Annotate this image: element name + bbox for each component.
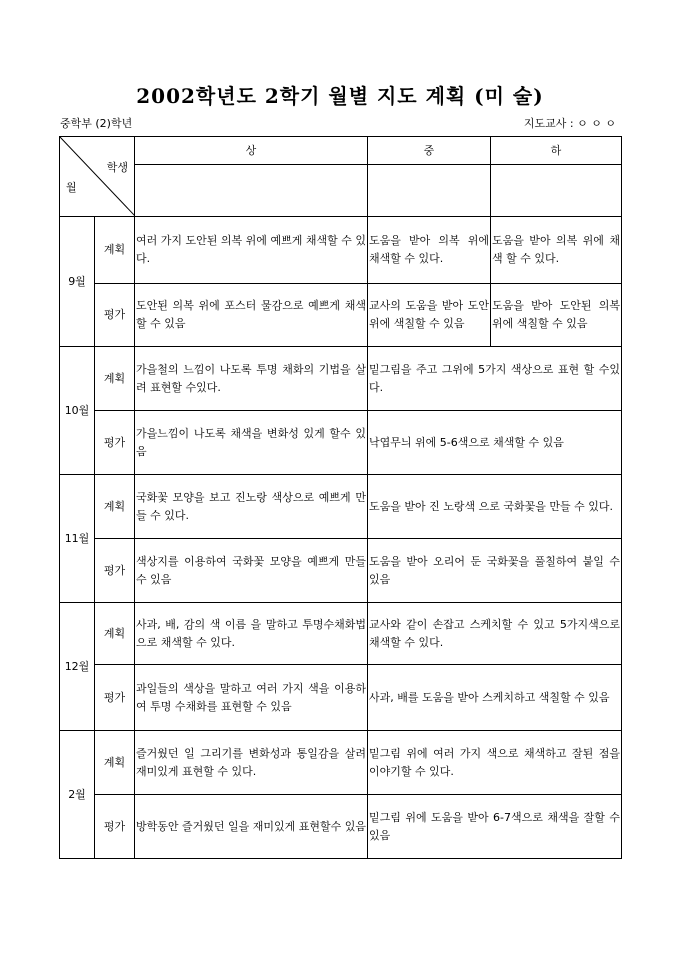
table-row xyxy=(60,411,622,475)
month-label: 11월 xyxy=(60,475,95,603)
teacher-label: 지도교사 : ㅇ ㅇ ㅇ xyxy=(523,117,616,130)
table-row xyxy=(60,347,622,411)
corner-label-student: 학생 xyxy=(106,161,128,174)
table-row xyxy=(60,731,622,795)
cell-plan-midlow: 밑그림 위에 여러 가지 색으로 채색하고 잘된 점을 이야기할 수 있다. xyxy=(368,731,622,795)
cell-eval-high: 가을느낌이 나도록 채색을 변화성 있게 할수 있음 xyxy=(135,411,368,475)
corner-label-month: 월 xyxy=(66,181,77,194)
row-type-eval: 평가 xyxy=(95,665,135,731)
row-type-plan: 계획 xyxy=(95,475,135,539)
blank-cell-low xyxy=(491,165,622,217)
class-label: 중학부 (2)학년 xyxy=(60,117,133,130)
col-header-low: 하 xyxy=(491,137,622,165)
row-type-plan: 계획 xyxy=(95,217,135,284)
cell-eval-high: 색상지를 이용하여 국화꽃 모양을 예쁘게 만들 수 있음 xyxy=(135,539,368,603)
row-type-plan: 계획 xyxy=(95,347,135,411)
row-type-eval: 평가 xyxy=(95,795,135,859)
month-label: 2월 xyxy=(60,731,95,859)
cell-eval-midlow: 도움을 받아 오리어 둔 국화꽃을 풀칠하여 붙일 수 있음 xyxy=(368,539,622,603)
col-header-mid: 중 xyxy=(368,137,491,165)
header-blank-row xyxy=(60,165,622,217)
blank-cell-high xyxy=(135,165,368,217)
cell-eval-high: 도안된 의복 위에 포스터 물감으로 예쁘게 채색할 수 있음 xyxy=(135,284,368,347)
monthly-plan-table xyxy=(59,136,622,859)
row-type-eval: 평가 xyxy=(95,284,135,347)
cell-plan-midlow: 도움을 받아 진 노랑색 으로 국화꽃을 만들 수 있다. xyxy=(368,475,622,539)
cell-eval-midlow: 밑그림 위에 도움을 받아 6-7색으로 채색을 잘할 수 있음 xyxy=(368,795,622,859)
month-label: 10월 xyxy=(60,347,95,475)
cell-eval-high: 방학동안 즐거웠던 일을 재미있게 표현할수 있음 xyxy=(135,795,368,859)
month-label: 9월 xyxy=(60,217,95,347)
table-row xyxy=(60,284,622,347)
cell-plan-midlow: 밑그림을 주고 그위에 5가지 색상으로 표현 할 수있다. xyxy=(368,347,622,411)
table-row xyxy=(60,795,622,859)
row-type-eval: 평가 xyxy=(95,539,135,603)
cell-plan-high: 사과, 배, 감의 색 이름 을 말하고 투명수채화법으로 채색할 수 있다. xyxy=(135,603,368,665)
cell-eval-midlow: 사과, 배를 도움을 받아 스케치하고 색칠할 수 있음 xyxy=(368,665,622,731)
cell-eval-low: 도움을 받아 도안된 의복 위에 색칠할 수 있음 xyxy=(491,284,622,347)
col-header-high: 상 xyxy=(135,137,368,165)
cell-eval-high: 과일들의 색상을 말하고 여러 가지 색을 이용하여 투명 수채화를 표현할 수 있음 xyxy=(135,665,368,731)
table-row xyxy=(60,475,622,539)
table-row xyxy=(60,603,622,665)
page-title: 2002학년도 2학기 월별 지도 계획 (미 술) xyxy=(136,84,544,108)
cell-plan-high: 즐거웠던 일 그리기를 변화성과 통일감을 살려 재미있게 표현할 수 있다. xyxy=(135,731,368,795)
table-row xyxy=(60,539,622,603)
header-corner-cell xyxy=(60,137,135,217)
cell-plan-mid: 도움을 받아 의복 위에 채색할 수 있다. xyxy=(368,217,491,284)
row-type-eval: 평가 xyxy=(95,411,135,475)
header-row xyxy=(60,137,622,165)
table-row xyxy=(60,217,622,284)
cell-plan-high: 여러 가지 도안된 의복 위에 예쁘게 채색할 수 있다. xyxy=(135,217,368,284)
row-type-plan: 계획 xyxy=(95,731,135,795)
cell-eval-mid: 교사의 도움을 받아 도안위에 색칠할 수 있음 xyxy=(368,284,491,347)
cell-plan-midlow: 교사와 같이 손잡고 스케치할 수 있고 5가지색으로 채색할 수 있다. xyxy=(368,603,622,665)
blank-cell-mid xyxy=(368,165,491,217)
cell-plan-high: 국화꽃 모양을 보고 진노랑 색상으로 예쁘게 만들 수 있다. xyxy=(135,475,368,539)
cell-plan-high: 가을철의 느낌이 나도록 투명 채화의 기법을 살려 표현할 수있다. xyxy=(135,347,368,411)
table-row xyxy=(60,665,622,731)
cell-eval-midlow: 낙엽무늬 위에 5-6색으로 채색할 수 있음 xyxy=(368,411,622,475)
row-type-plan: 계획 xyxy=(95,603,135,665)
month-label: 12월 xyxy=(60,603,95,731)
cell-plan-low: 도움을 받아 의복 위에 채색 할 수 있다. xyxy=(491,217,622,284)
